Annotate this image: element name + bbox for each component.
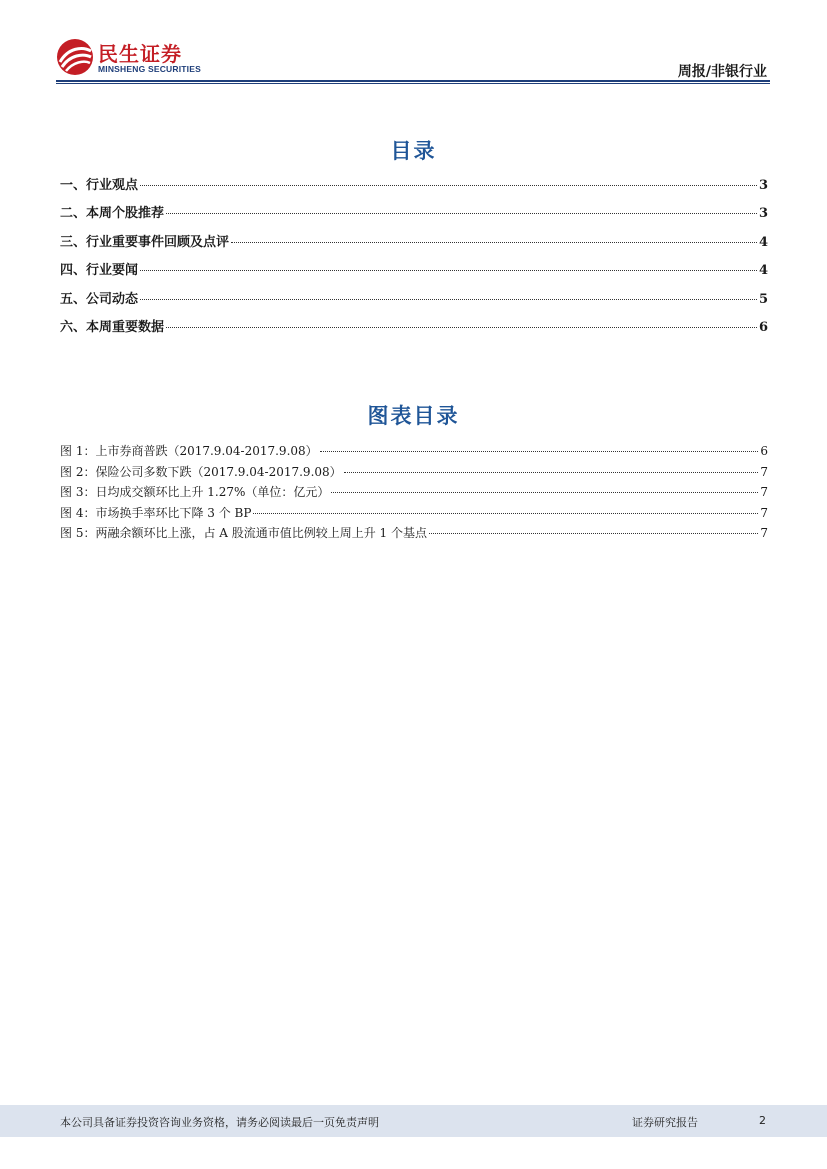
- toc-item-label: 四、行业要闻: [60, 263, 139, 279]
- page-footer: [0, 1105, 827, 1137]
- figure-item-page: 7: [760, 505, 768, 520]
- toc-item-label: 二、本周个股推荐: [60, 206, 165, 222]
- toc-item[interactable]: [60, 316, 768, 344]
- figure-item-page: 7: [760, 526, 768, 540]
- figure-item-page: 6: [760, 444, 768, 458]
- figure-list: [60, 442, 768, 545]
- figure-leader-dots: [429, 533, 758, 534]
- company-logo: [56, 38, 216, 80]
- header-divider-thin: [56, 83, 770, 84]
- minsheng-logo-icon: [56, 38, 94, 76]
- footer-disclaimer: 本公司具备证券投资咨询业务资格，请务必阅读最后一页免责声明: [60, 1116, 379, 1129]
- figure-item-label: 图 3：日均成交额环比上升 1.27%（单位：亿元）: [60, 485, 330, 499]
- logo-chinese-name: 民生证券: [98, 42, 182, 66]
- toc-item-page: 3: [758, 178, 768, 193]
- figure-item[interactable]: [60, 504, 768, 525]
- figure-item-label: 图 2：保险公司多数下跌（2017.9.04-2017.9.08）: [60, 464, 342, 479]
- toc-list: [60, 174, 768, 344]
- toc-item-label: 六、本周重要数据: [60, 319, 165, 335]
- figure-item-page: 7: [760, 485, 768, 499]
- report-type: 周报/非银行业: [677, 64, 767, 80]
- toc-leader-dots: [140, 299, 757, 300]
- toc-item-page: 4: [758, 263, 768, 279]
- toc-leader-dots: [166, 213, 757, 214]
- header-divider: [56, 80, 770, 82]
- toc-item-label: 三、行业重要事件回顾及点评: [60, 234, 230, 250]
- toc-item[interactable]: [60, 202, 768, 230]
- figure-leader-dots: [331, 492, 758, 493]
- toc-item[interactable]: [60, 231, 768, 259]
- toc-item-page: 5: [758, 291, 768, 307]
- toc-leader-dots: [140, 270, 757, 271]
- page-header: [0, 0, 827, 90]
- toc-item[interactable]: [60, 259, 768, 287]
- figure-item[interactable]: [60, 463, 768, 484]
- toc-item-label: 五、公司动态: [60, 291, 139, 307]
- logo-english-name: MINSHENG SECURITIES: [98, 64, 201, 74]
- toc-item-page: 4: [758, 234, 768, 250]
- figure-item-page: 7: [760, 464, 768, 479]
- figure-leader-dots: [320, 451, 759, 452]
- figure-item[interactable]: [60, 442, 768, 463]
- footer-report-label: 证券研究报告: [632, 1116, 698, 1129]
- toc-item-page: 3: [758, 206, 768, 222]
- toc-title: 目录: [390, 138, 437, 163]
- figure-leader-dots: [344, 472, 759, 473]
- toc-item[interactable]: [60, 288, 768, 316]
- toc-item-label: 一、行业观点: [60, 178, 139, 193]
- figure-item-label: 图 4：市场换手率环比下降 3 个 BP: [60, 505, 252, 520]
- figure-leader-dots: [253, 513, 758, 514]
- figures-title: 图表目录: [367, 403, 460, 428]
- figure-item-label: 图 1：上市券商普跌（2017.9.04-2017.9.08）: [60, 444, 318, 458]
- figure-item[interactable]: [60, 524, 768, 545]
- toc-leader-dots: [166, 327, 757, 328]
- toc-leader-dots: [231, 242, 757, 243]
- footer-page-number: 2: [759, 1114, 766, 1127]
- toc-item[interactable]: [60, 174, 768, 202]
- figure-item[interactable]: [60, 483, 768, 504]
- toc-item-page: 6: [758, 319, 768, 335]
- figure-item-label: 图 5：两融余额环比上涨，占 A 股流通市值比例较上周上升 1 个基点: [60, 526, 428, 540]
- toc-leader-dots: [140, 185, 757, 186]
